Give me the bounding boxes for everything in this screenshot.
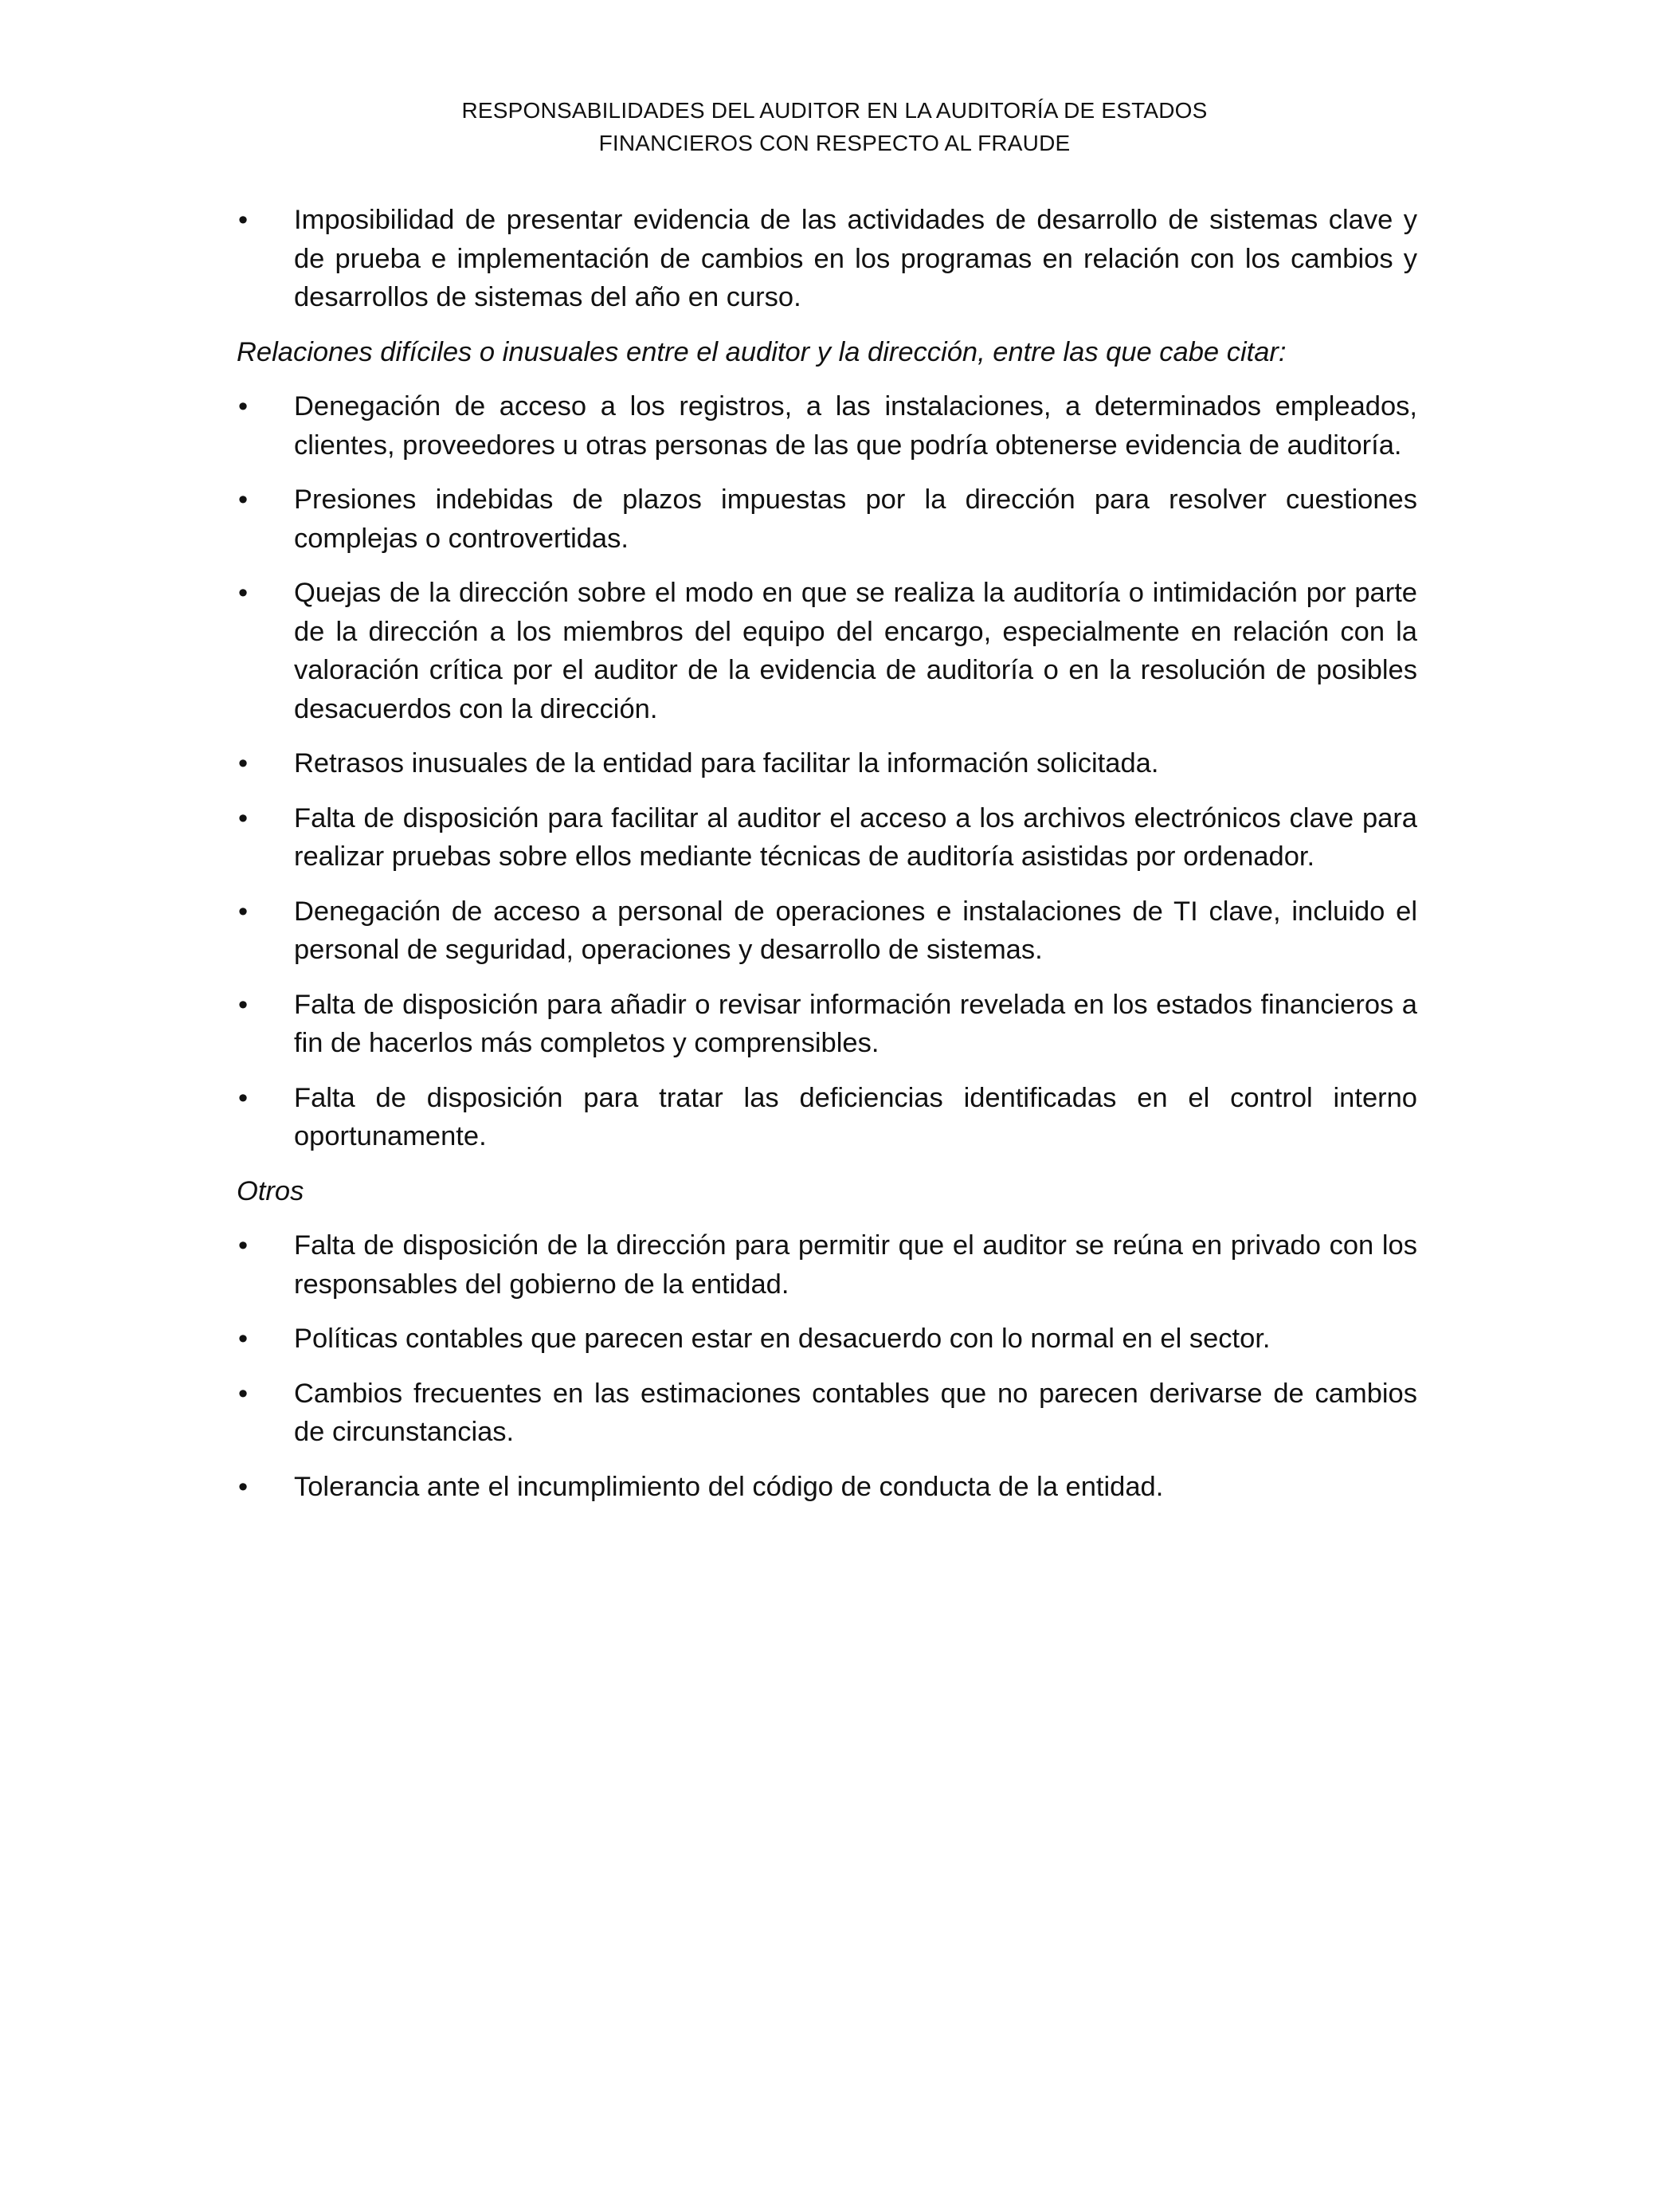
bullet-icon: • xyxy=(238,1471,249,1502)
bullet-icon: • xyxy=(238,1378,249,1409)
bullet-icon: • xyxy=(238,205,249,235)
header-line-2: FINANCIEROS CON RESPECTO AL FRAUDE xyxy=(598,131,1071,155)
list-item xyxy=(237,1320,1417,1359)
list-item-text: Políticas contables que parecen estar en desacuerdo con lo normal en el sector. xyxy=(294,1324,1271,1354)
bullet-icon: • xyxy=(238,1230,249,1261)
list-item-text: Denegación de acceso a los registros, a las instalaciones, a determinados empleados, clientes, proveedores u otras personas de las que podría obtenerse evidencia de auditoría. xyxy=(294,391,1417,461)
bullet-icon: • xyxy=(238,391,249,422)
list-item-text: Cambios frecuentes en las estimaciones contables que no parecen derivarse de cambios de circunstancias. xyxy=(294,1378,1417,1447)
list-item xyxy=(237,480,1417,558)
list-item-text: Tolerancia ante el incumplimiento del código de conducta de la entidad. xyxy=(294,1471,1164,1502)
list-item xyxy=(237,1375,1417,1452)
bullet-icon: • xyxy=(238,578,249,608)
list-item-text: Denegación de acceso a personal de operaciones e instalaciones de TI clave, incluido el personal de seguridad, operaciones y desarrollo de sistemas. xyxy=(294,896,1417,965)
page-header xyxy=(0,94,1669,159)
bullet-icon: • xyxy=(238,1082,249,1113)
list-item xyxy=(237,799,1417,877)
list-item xyxy=(237,1226,1417,1304)
list-item-text: Quejas de la dirección sobre el modo en que se realiza la auditoría o intimidación por parte de la dirección a los miembros del equipo del encargo, especialmente en relación con la valoración crítica por el auditor de la evidencia de auditoría o en la resolución de posibles desacuerdos con la dirección. xyxy=(294,578,1417,724)
list-item-text: Falta de disposición para añadir o revisar información revelada en los estados financieros a fin de hacerlos más completos y comprensibles. xyxy=(294,989,1417,1058)
bullet-icon: • xyxy=(238,802,249,833)
bullet-icon: • xyxy=(238,896,249,927)
list-item xyxy=(237,744,1417,783)
bullet-icon: • xyxy=(238,1324,249,1354)
list-item-text: Falta de disposición para facilitar al auditor el acceso a los archivos electrónicos clave para realizar pruebas sobre ellos mediante técnicas de auditoría asistidas por ordenador. xyxy=(294,802,1417,872)
list-item xyxy=(237,986,1417,1063)
section-heading-otros: Otros xyxy=(237,1175,304,1206)
document-body xyxy=(237,201,1417,1522)
list-item xyxy=(237,387,1417,465)
header-line-1: RESPONSABILIDADES DEL AUDITOR EN LA AUDITORÍA DE ESTADOS xyxy=(461,98,1208,123)
list-item-text: Falta de disposición de la dirección para permitir que el auditor se reúna en privado con los responsables del gobierno de la entidad. xyxy=(294,1230,1417,1300)
list-item-text: Imposibilidad de presentar evidencia de las actividades de desarrollo de sistemas clave y de prueba e implementación de cambios en los programas en relación con los cambios y desarrollos de sistemas del año en curso. xyxy=(294,205,1417,312)
list-item xyxy=(237,1079,1417,1156)
list-item-text: Presiones indebidas de plazos impuestas por la dirección para resolver cuestiones complejas o controvertidas. xyxy=(294,484,1417,554)
bullet-icon: • xyxy=(238,989,249,1020)
list-item xyxy=(237,1468,1417,1507)
bullet-icon: • xyxy=(238,748,249,779)
list-item xyxy=(237,892,1417,970)
list-item-text: Retrasos inusuales de la entidad para facilitar la información solicitada. xyxy=(294,748,1159,779)
list-item-text: Falta de disposición para tratar las deficiencias identificadas en el control interno oportunamente. xyxy=(294,1082,1417,1151)
section-heading-relaciones: Relaciones difíciles o inusuales entre el auditor y la dirección, entre las que cabe citar: xyxy=(237,336,1287,367)
list-item xyxy=(237,201,1417,317)
bullet-icon: • xyxy=(238,484,249,515)
list-item xyxy=(237,574,1417,728)
